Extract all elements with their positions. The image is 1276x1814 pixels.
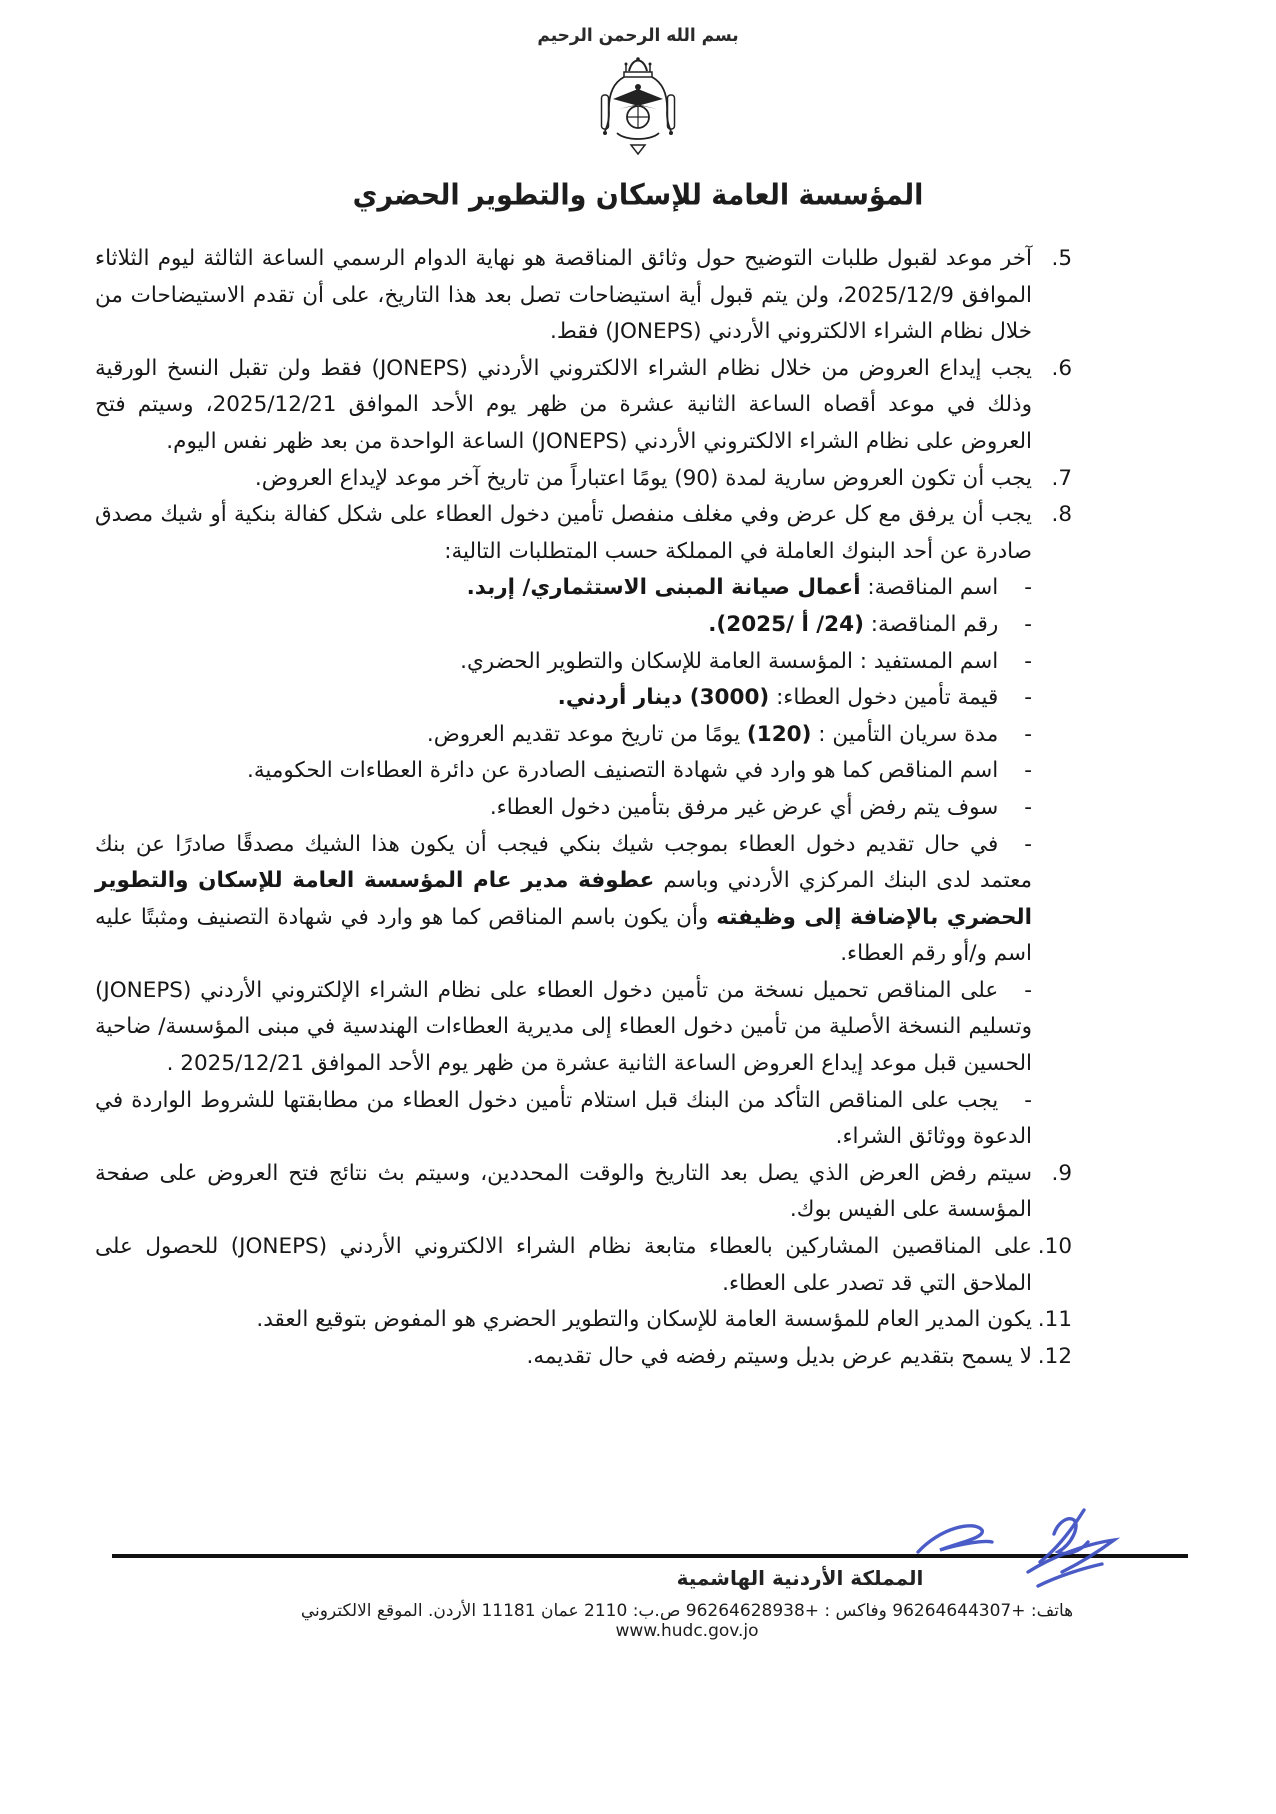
bullet-text-bold: عطوفة مدير عام المؤسسة العامة للإسكان والتطوير الحضري بالإضافة إلى وظيفته bbox=[95, 868, 1032, 930]
item-number: 6. bbox=[1051, 355, 1072, 381]
bullet-text-bold: (120) bbox=[746, 721, 812, 747]
signature-ink-icon bbox=[888, 1498, 1140, 1606]
bullet-tender-number bbox=[95, 607, 1072, 644]
document-body bbox=[95, 241, 1072, 1375]
bullet-beneficiary-name bbox=[95, 644, 1072, 681]
item-text: سيتم رفض العرض الذي يصل بعد التاريخ والوقت المحددين، وسيتم بث نتائج فتح العروض على صفحة المؤسسة على الفيس بوك. bbox=[95, 1160, 1032, 1223]
bullet-bond-validity bbox=[95, 717, 1072, 754]
bullet-text: اسم المناقص كما هو وارد في شهادة التصنيف الصادرة عن دائرة العطاءات الحكومية. bbox=[246, 758, 999, 784]
item-number: 11. bbox=[1037, 1307, 1072, 1333]
item-text: يجب أن يرفق مع كل عرض وفي مغلف منفصل تأمين دخول العطاء على شكل كفالة بنكية أو شيك مصدق صادرة عن أحد البنوك العاملة في المملكة حسب المتطلبات التالية: bbox=[95, 502, 1032, 564]
bullet-text: في حال تقديم دخول العطاء بموجب شيك بنكي فيجب أن يكون هذا الشيك مصدقًا صادرًا عن بنك معتمد لدى البنك المركزي الأردني وباسم bbox=[95, 831, 1032, 894]
bullet-text: على المناقص تحميل نسخة من تأمين دخول العطاء على نظام الشراء الإلكتروني الأردني (JONEPS) وتسليم النسخة الأصلية من تأمين دخول العطاء إلى مديرية العطاءات الهندسية في مبنى المؤسسة/ ضاحية الحسين قبل موعد إيداع العروض الساعة الثانية عشرة من ظهر يوم الأحد الموافق 2025/12/21 . bbox=[95, 977, 1032, 1077]
bullet-verify-with-bank bbox=[95, 1083, 1072, 1156]
item-number: 5. bbox=[1051, 246, 1072, 271]
bullet-upload-bond-copy bbox=[95, 973, 1072, 1083]
item-text: على المناقصين المشاركين بالعطاء متابعة نظام الشراء الالكتروني الأردني (JONEPS) للحصول على الملاحق التي قد تصدر على العطاء. bbox=[95, 1234, 1033, 1296]
dash-bullet-icon: - bbox=[1024, 1087, 1032, 1113]
item-text: لا يسمح بتقديم عرض بديل وسيتم رفضه في حال تقديمه. bbox=[526, 1343, 1032, 1369]
bullet-text: يومًا من تاريخ موعد تقديم العروض. bbox=[426, 721, 747, 747]
item-number: 8. bbox=[1051, 502, 1072, 528]
dash-bullet-icon: - bbox=[1024, 575, 1032, 601]
bullet-bidder-name bbox=[95, 753, 1072, 790]
list-item-11 bbox=[95, 1302, 1072, 1339]
list-item-8 bbox=[95, 497, 1072, 570]
bullet-text: اسم المناقصة: bbox=[860, 575, 999, 601]
dash-bullet-icon: - bbox=[1024, 794, 1032, 820]
bullet-text: رقم المناقصة: bbox=[863, 611, 999, 637]
list-item-9 bbox=[95, 1156, 1072, 1229]
bullet-bank-cheque-requirements bbox=[95, 827, 1072, 973]
bullet-tender-name bbox=[95, 570, 1072, 607]
bullet-text: يجب على المناقص التأكد من البنك قبل استلام تأمين دخول العطاء من مطابقتها للشروط الواردة في الدعوة ووثائق الشراء. bbox=[95, 1087, 1032, 1150]
dash-bullet-icon: - bbox=[1024, 721, 1032, 747]
bullet-bond-value bbox=[95, 680, 1072, 717]
dash-bullet-icon: - bbox=[1024, 648, 1032, 674]
dash-bullet-icon: - bbox=[1024, 977, 1032, 1003]
footer-contact-line: هاتف: +96264644307 وفاكس : +96264628938 ص.ب: 2110 عمان 11181 الأردن. الموقع الالكتروني www.hudc.gov.jo bbox=[300, 1601, 1074, 1641]
bullet-text-bold: (24/ أ /2025). bbox=[708, 611, 864, 637]
bullet-text: وأن يكون باسم المناقص كما هو وارد في شهادة التصنيف ومثبتًا عليه اسم و/أو رقم العطاء. bbox=[95, 904, 1032, 967]
item-text: آخر موعد لقبول طلبات التوضيح حول وثائق المناقصة هو نهاية الدوام الرسمي الساعة الثالثة ليوم الثلاثاء الموافق 2025/12/9، ولن يتم قبول أية استيضاحات تصل بعد هذا التاريخ، على أن تقدم الاستيضاحات من خلال نظام الشراء الالكتروني الأردني (JONEPS) فقط. bbox=[95, 246, 1032, 345]
royal-crest-emblem bbox=[593, 54, 683, 166]
bullet-text: قيمة تأمين دخول العطاء: bbox=[769, 685, 999, 711]
dash-bullet-icon: - bbox=[1024, 611, 1032, 637]
item-number: 10. bbox=[1037, 1234, 1072, 1260]
item-text: يكون المدير العام للمؤسسة العامة للإسكان والتطوير الحضري هو المفوض بتوقيع العقد. bbox=[256, 1307, 1032, 1333]
kingdom-calligraphy: المملكة الأردنية الهاشمية bbox=[676, 1566, 924, 1590]
list-item-10 bbox=[95, 1229, 1072, 1302]
bullet-text: اسم المستفيد : المؤسسة العامة للإسكان والتطوير الحضري. bbox=[460, 648, 999, 674]
dash-bullet-icon: - bbox=[1024, 831, 1032, 857]
bullet-text-bold: أعمال صيانة المبنى الاستثماري/ إربد. bbox=[466, 575, 861, 601]
list-item-12 bbox=[95, 1339, 1072, 1376]
item-text: يجب إيداع العروض من خلال نظام الشراء الالكتروني الأردني (JONEPS) فقط ولن تقبل النسخ الورقية وذلك في موعد أقصاه الساعة الثانية عشرة من ظهر يوم الأحد الموافق 2025/12/21، وسيتم فتح العروض على نظام الشراء الالكتروني الأردني (JONEPS) الساعة الواحدة من بعد ظهر نفس اليوم. bbox=[95, 355, 1032, 454]
item-number: 7. bbox=[1051, 465, 1072, 491]
item-number: 9. bbox=[1051, 1160, 1072, 1186]
list-item-6 bbox=[95, 351, 1072, 461]
item-text: يجب أن تكون العروض سارية لمدة (90) يومًا اعتباراً من تاريخ آخر موعد لإيداع العروض. bbox=[254, 465, 1032, 491]
org-title-calligraphy: المؤسسة العامة للإسكان والتطوير الحضري bbox=[352, 178, 924, 213]
list-item-5 bbox=[95, 241, 1072, 351]
bullet-text: مدة سريان التأمين : bbox=[811, 721, 999, 747]
basmala-calligraphy: بسم الله الرحمن الرحيم bbox=[537, 25, 739, 47]
item-number: 12. bbox=[1037, 1343, 1072, 1369]
bullet-rejection-without-bond bbox=[95, 790, 1072, 827]
list-item-7 bbox=[95, 461, 1072, 498]
dash-bullet-icon: - bbox=[1024, 758, 1032, 784]
bullet-text-bold: (3000) دينار أردني. bbox=[557, 685, 770, 711]
bullet-text: سوف يتم رفض أي عرض غير مرفق بتأمين دخول العطاء. bbox=[489, 794, 999, 820]
dash-bullet-icon: - bbox=[1024, 685, 1032, 711]
